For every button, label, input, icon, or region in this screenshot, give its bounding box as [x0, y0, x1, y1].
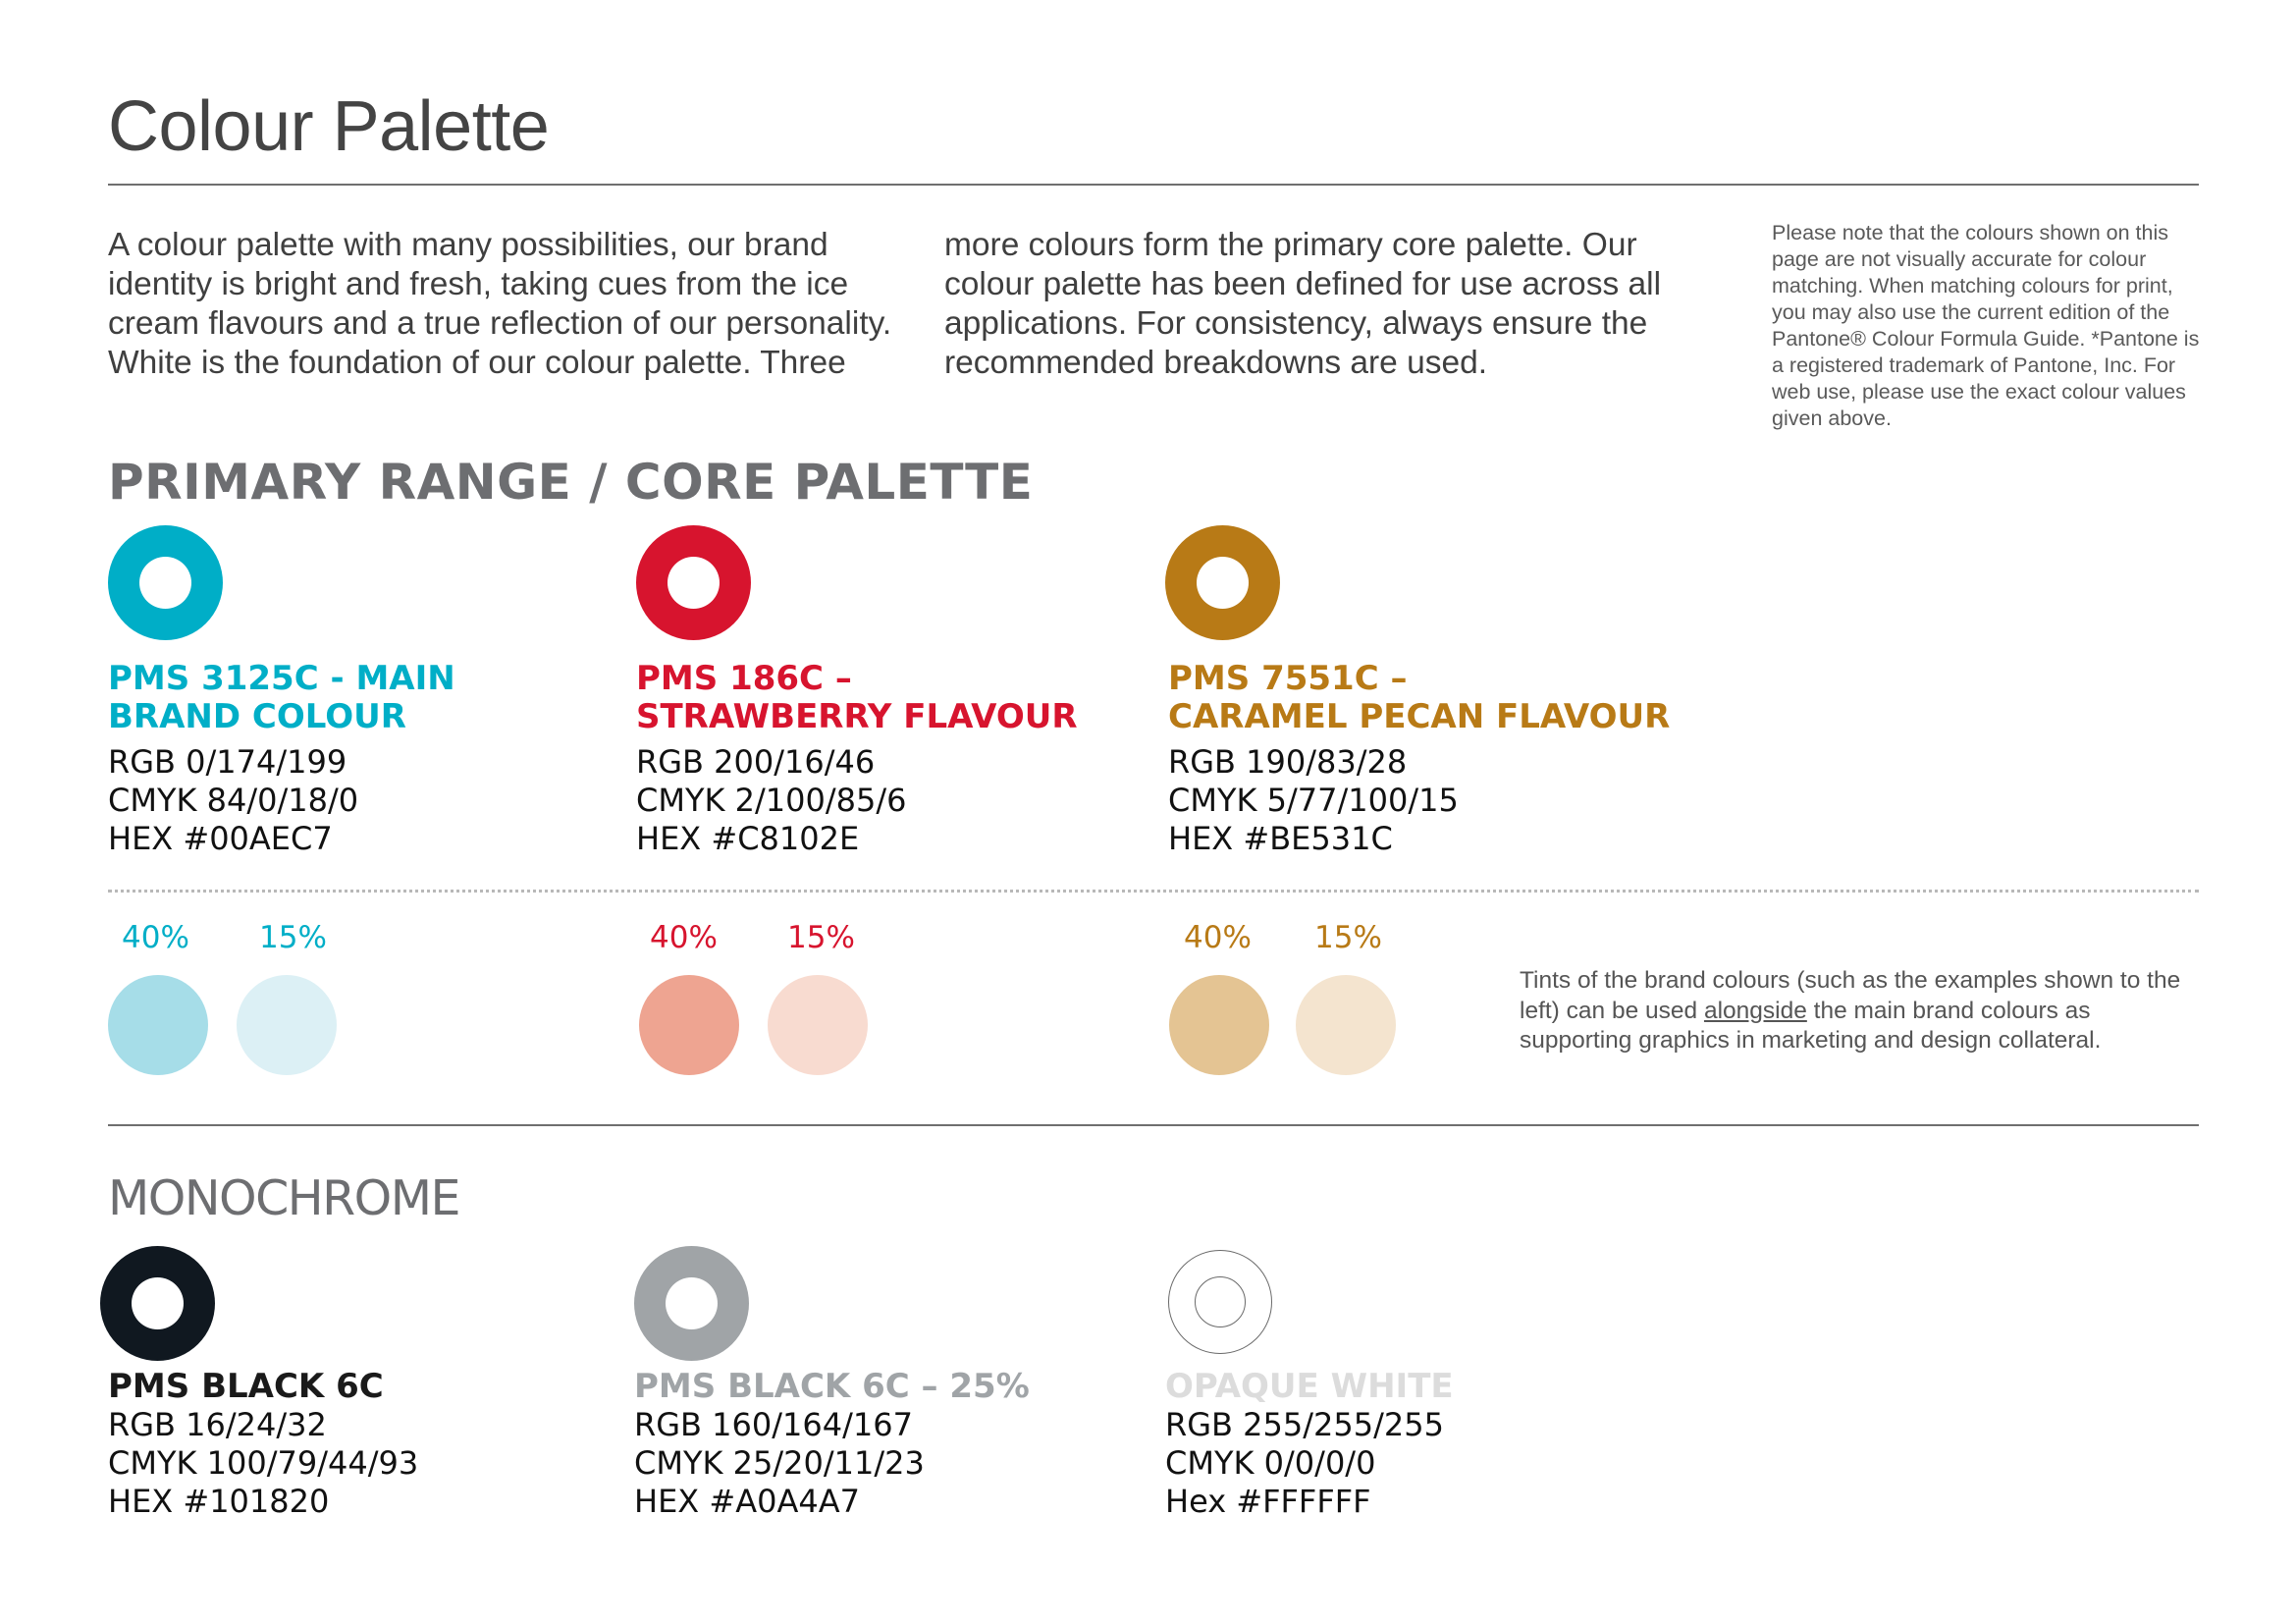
tint-caramel-15: [1296, 975, 1396, 1075]
tint-label-blue-15: 15%: [259, 920, 327, 955]
black-swatch-ring: [100, 1246, 215, 1361]
swatch-values-black: [108, 1406, 418, 1521]
white-swatch-ring: [1168, 1250, 1272, 1354]
intro-paragraph-left: A colour palette with many possibilities, our brand identity is bright and fresh, taking cues from the ice cream flavours and a true reflection of our personality. White is the foundation of our colour palette. Three: [108, 227, 892, 381]
brand-blue-swatch-ring: [108, 525, 223, 640]
tint-blue-15: [237, 975, 337, 1075]
page-title: Colour Palette: [108, 87, 550, 166]
tint-strawberry-15: [768, 975, 868, 1075]
swatch-values-caramel: [1168, 743, 1459, 858]
intro-paragraph-middle: more colours form the primary core palette. Our colour palette has been defined for use across all applications. For consistency, always ensure the recommended breakdowns are used.: [944, 227, 1662, 381]
tint-label-strawberry-40: 40%: [650, 920, 718, 955]
tint-caramel-40: [1169, 975, 1269, 1075]
hex-value: Hex #FFFFFF: [1165, 1483, 1371, 1520]
swatch-name-grey: PMS BLACK 6C – 25%: [634, 1367, 1030, 1406]
swatch-values-blue: [108, 743, 358, 858]
rgb-value: RGB 160/164/167: [634, 1406, 913, 1443]
cmyk-value: CMYK 2/100/85/6: [636, 782, 907, 819]
rgb-value: RGB 190/83/28: [1168, 743, 1408, 781]
cmyk-value: CMYK 0/0/0/0: [1165, 1444, 1376, 1482]
rgb-value: RGB 200/16/46: [636, 743, 876, 781]
tint-blue-40: [108, 975, 208, 1075]
tint-note-text-before: Tints of the brand colours (such as the examples shown to the left) can be used: [1520, 967, 2181, 1024]
swatch-name-strawberry: [636, 660, 1078, 736]
grey-swatch-ring: [634, 1246, 749, 1361]
swatch-name-line2: CARAMEL PECAN FLAVOUR: [1168, 697, 1671, 736]
swatch-values-white: [1165, 1406, 1444, 1521]
tint-note-underlined-word: alongside: [1703, 997, 1807, 1024]
tint-label-caramel-15: 15%: [1314, 920, 1382, 955]
cmyk-value: CMYK 100/79/44/93: [108, 1444, 419, 1482]
swatch-values-grey: [634, 1406, 925, 1521]
hex-value: HEX #00AEC7: [108, 820, 333, 857]
colour-accuracy-note: Please note that the colours shown on this page are not visually accurate for colour matching. When matching colours for print, you may also use the current edition of the Pantone® Colour Formula Guide. *Pantone is a registered trademark of Pantone, Inc. For web use, please use the exact colour values given above.: [1772, 221, 2200, 430]
swatch-name-line1: PMS 7551C –: [1168, 659, 1408, 698]
tint-strawberry-40: [639, 975, 739, 1075]
title-divider: [108, 184, 2199, 186]
rgb-value: RGB 16/24/32: [108, 1406, 327, 1443]
cmyk-value: CMYK 84/0/18/0: [108, 782, 359, 819]
swatch-name-line1: PMS 186C –: [636, 659, 852, 698]
monochrome-heading: MONOCHROME: [108, 1170, 459, 1226]
strawberry-swatch-ring: [636, 525, 751, 640]
cmyk-value: CMYK 5/77/100/15: [1168, 782, 1459, 819]
primary-range-heading: PRIMARY RANGE / CORE PALETTE: [108, 454, 1034, 511]
hex-value: HEX #C8102E: [636, 820, 860, 857]
rgb-value: RGB 255/255/255: [1165, 1406, 1444, 1443]
swatch-name-blue: [108, 660, 455, 736]
tints-dotted-divider: [108, 890, 2199, 893]
hex-value: HEX #BE531C: [1168, 820, 1393, 857]
rgb-value: RGB 0/174/199: [108, 743, 347, 781]
swatch-name-line2: STRAWBERRY FLAVOUR: [636, 697, 1078, 736]
caramel-swatch-ring: [1165, 525, 1280, 640]
tint-note-text-after: the main brand colours as supporting graphics in marketing and design collateral.: [1520, 997, 2102, 1054]
tint-label-caramel-40: 40%: [1184, 920, 1252, 955]
hex-value: HEX #A0A4A7: [634, 1483, 860, 1520]
tint-label-strawberry-15: 15%: [787, 920, 855, 955]
hex-value: HEX #101820: [108, 1483, 330, 1520]
swatch-name-black: PMS BLACK 6C: [108, 1367, 384, 1406]
swatch-name-line2: BRAND COLOUR: [108, 697, 406, 736]
swatch-name-line1: PMS 3125C - MAIN: [108, 659, 455, 698]
swatch-name-caramel: [1168, 660, 1670, 736]
tint-usage-note: [1520, 966, 2207, 1056]
monochrome-divider: [108, 1124, 2199, 1126]
tint-label-blue-40: 40%: [122, 920, 189, 955]
swatch-values-strawberry: [636, 743, 907, 858]
cmyk-value: CMYK 25/20/11/23: [634, 1444, 925, 1482]
swatch-name-white: OPAQUE WHITE: [1165, 1367, 1454, 1406]
